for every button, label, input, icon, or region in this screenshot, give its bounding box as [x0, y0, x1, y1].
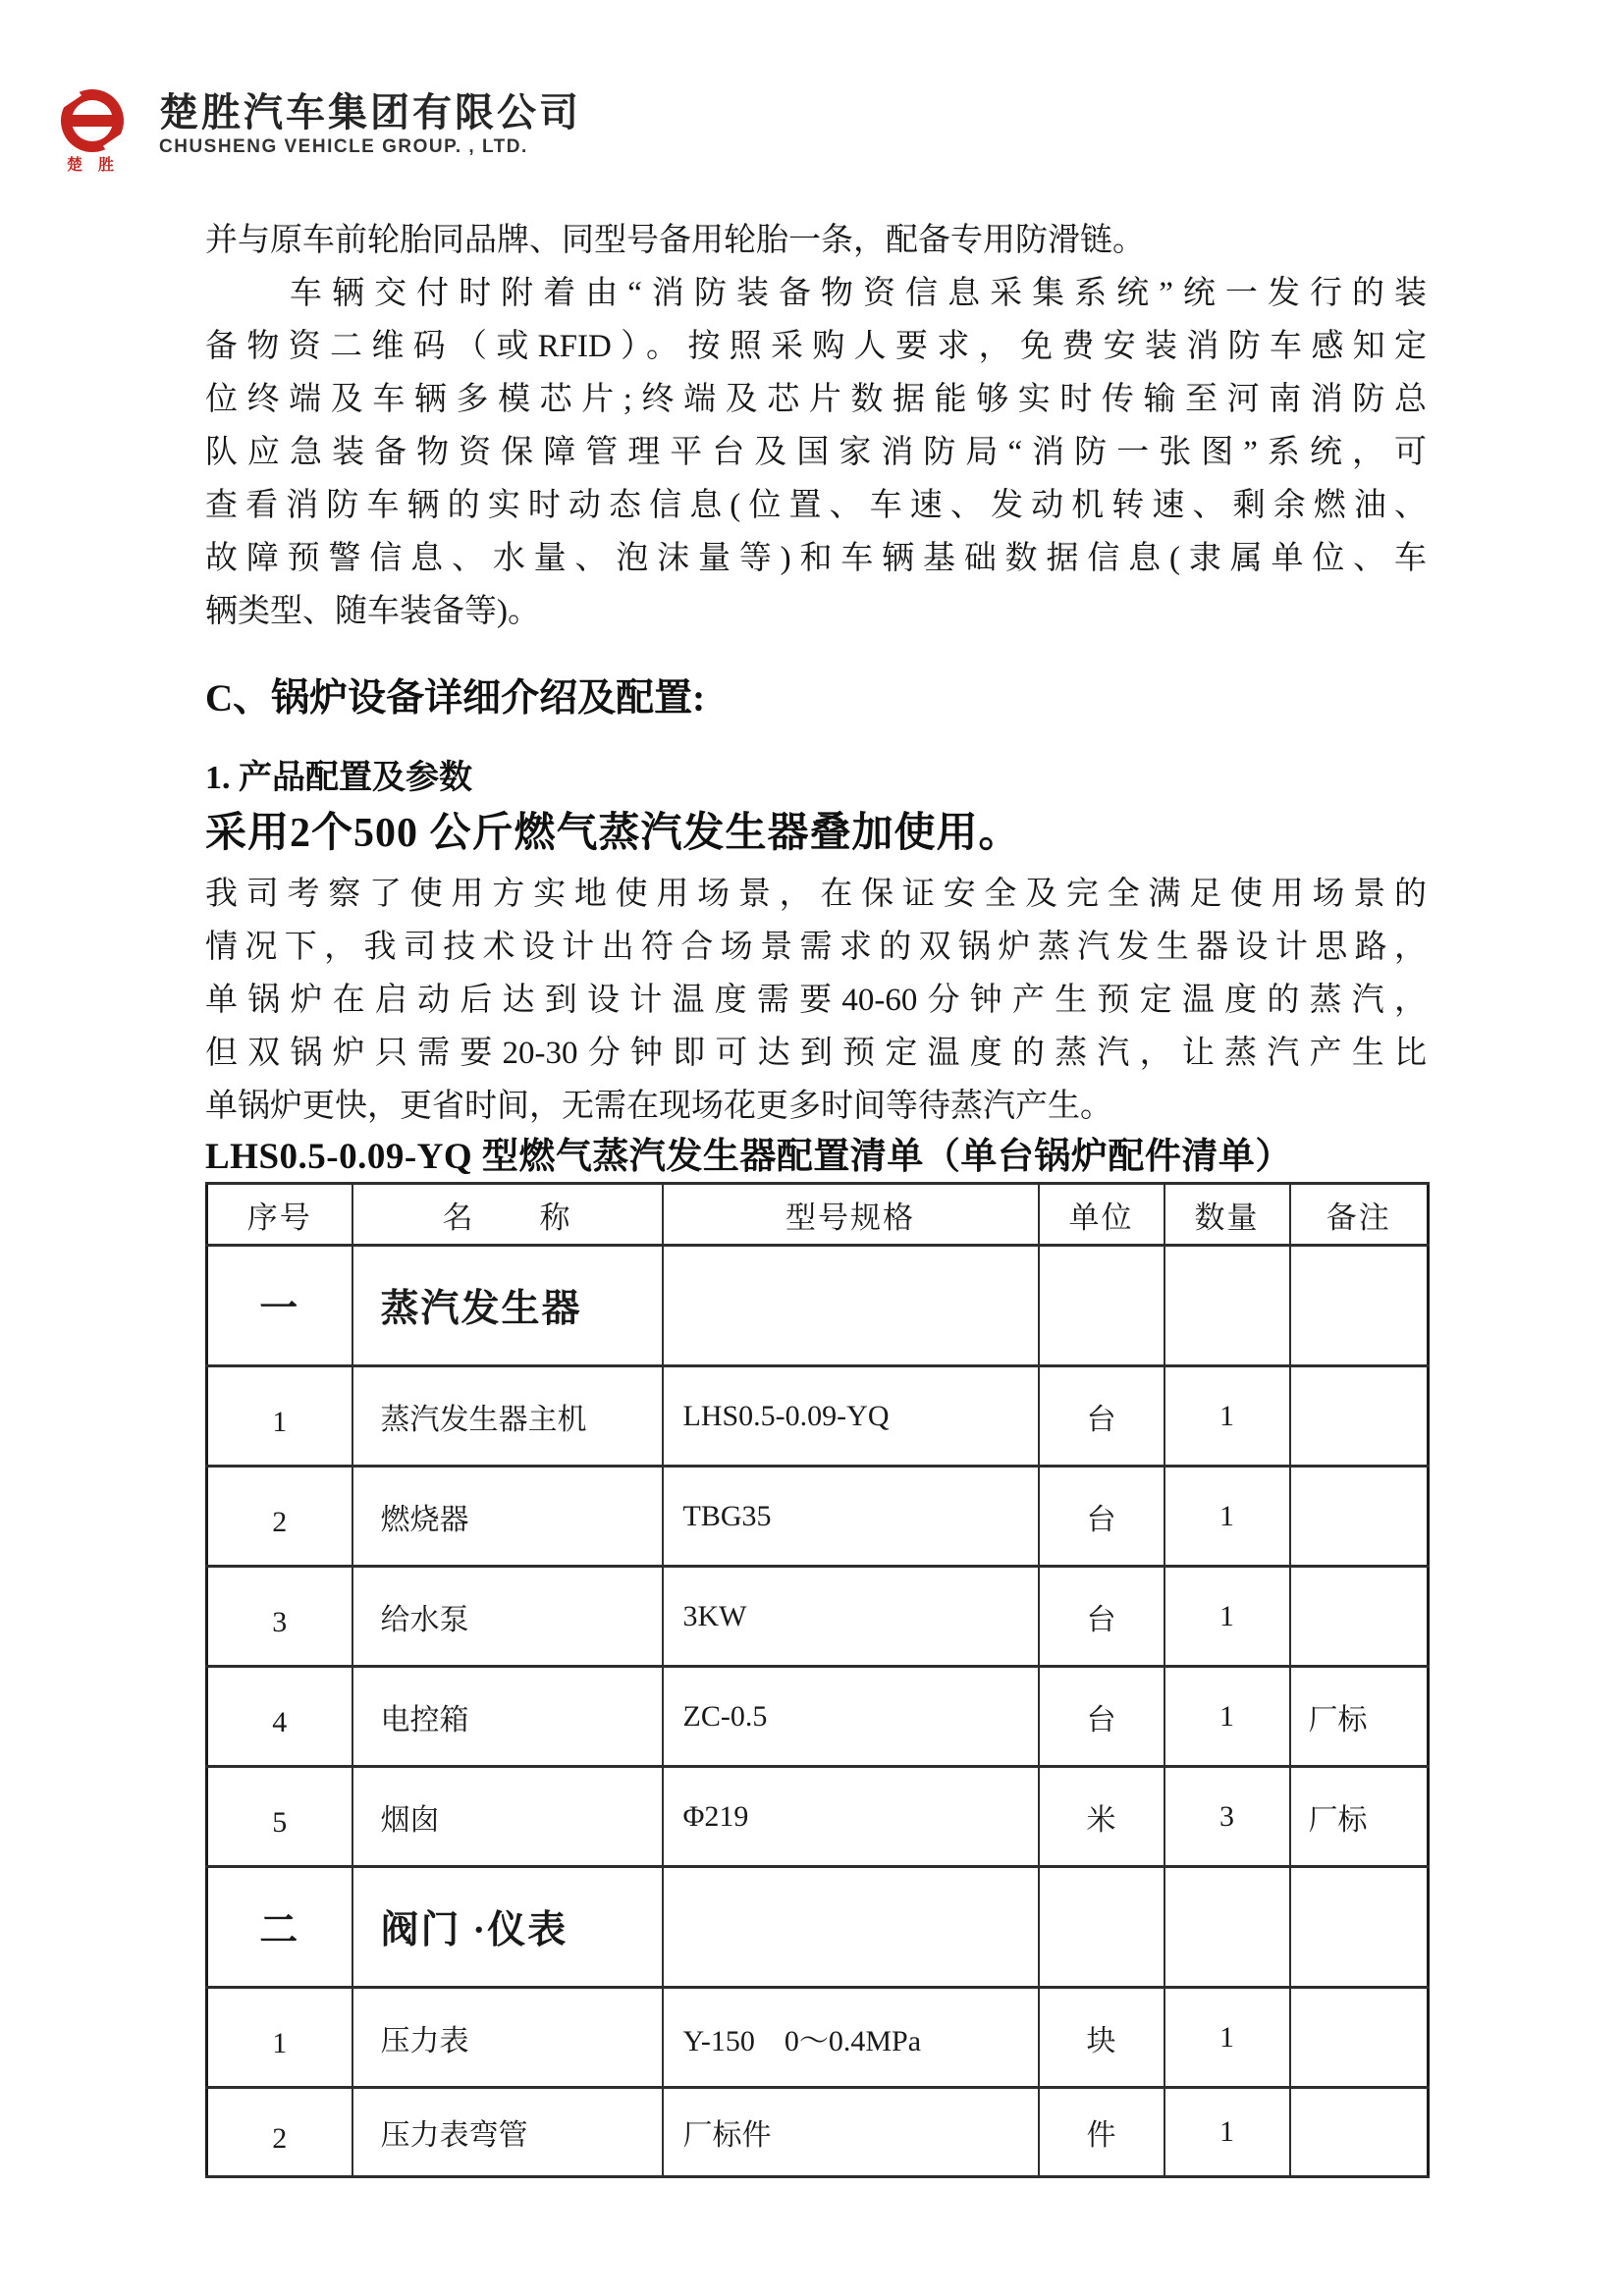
text-line: 并与原车前轮胎同品牌、同型号备用轮胎一条，配备专用防滑链。 — [205, 223, 1145, 258]
column-header: 序号 — [207, 1184, 352, 1246]
text-line: 车辆交付时附着由“消防装备物资信息采集系统”统一发行的装 — [205, 276, 1427, 311]
table-row — [207, 1767, 1429, 1867]
cell-qty — [1164, 1246, 1290, 1366]
cell-name: 压力表弯管 — [352, 2088, 663, 2177]
body-paragraph-3 — [205, 868, 1427, 1133]
cell-qty: 1 — [1164, 1988, 1290, 2088]
cell-name: 燃烧器 — [352, 1467, 663, 1567]
company-name-en: CHUSHENG VEHICLE GROUP. , LTD. — [159, 136, 528, 157]
cell-unit: 块 — [1039, 1988, 1164, 2088]
cell-no: 二 — [207, 1867, 352, 1988]
cell-unit: 台 — [1039, 1667, 1164, 1767]
text-line: 故障预警信息、水量、泡沫量等)和车辆基础数据信息(隶属单位、车 — [205, 541, 1427, 576]
cell-model — [663, 1246, 1039, 1366]
cell-model: ZC-0.5 — [663, 1667, 1039, 1767]
company-name-cn: 楚胜汽车集团有限公司 — [159, 91, 581, 134]
cell-model — [663, 1867, 1039, 1988]
column-header: 型号规格 — [663, 1184, 1039, 1246]
cell-model: Y-150 0～0.4MPa — [663, 1988, 1039, 2088]
cell-qty: 1 — [1164, 1567, 1290, 1667]
table-row — [207, 2088, 1429, 2177]
cell-no: 一 — [207, 1246, 352, 1366]
cell-qty: 3 — [1164, 1767, 1290, 1867]
logo-seal-text: 楚胜 — [66, 157, 130, 174]
text-line: 单锅炉更快，更省时间，无需在现场花更多时间等待蒸汽产生。 — [205, 1089, 1112, 1124]
company-name-block — [159, 88, 581, 159]
cell-model: Φ219 — [663, 1767, 1039, 1867]
table-header-row — [207, 1184, 1429, 1246]
cell-note — [1290, 1366, 1429, 1467]
cell-note — [1290, 1246, 1429, 1366]
column-header: 名 称 — [352, 1184, 663, 1246]
cell-name: 烟囱 — [352, 1767, 663, 1867]
cell-qty: 1 — [1164, 2088, 1290, 2177]
cell-no: 5 — [207, 1767, 352, 1867]
cell-note: 厂标 — [1290, 1767, 1429, 1867]
cell-no: 1 — [207, 1988, 352, 2088]
cell-unit: 米 — [1039, 1767, 1164, 1867]
company-logo — [41, 0, 1624, 174]
table-title: LHS0.5-0.09-YQ 型燃气蒸汽发生器配置清单（单台锅炉配件清单） — [205, 1137, 1292, 1177]
company-logo-mark — [41, 88, 143, 174]
text-line: 位终端及车辆多模芯片;终端及芯片数据能够实时传输至河南消防总 — [205, 382, 1427, 417]
cell-note — [1290, 1567, 1429, 1667]
table-row — [207, 1246, 1429, 1366]
cell-model: TBG35 — [663, 1467, 1039, 1567]
cell-qty: 1 — [1164, 1467, 1290, 1567]
cell-note — [1290, 2088, 1429, 2177]
text-line: 我司考察了使用方实地使用场景，在保证安全及完全满足使用场景的 — [205, 877, 1427, 912]
cell-no: 1 — [207, 1366, 352, 1467]
document-body — [205, 214, 1427, 2178]
cell-qty: 1 — [1164, 1366, 1290, 1467]
cell-name: 电控箱 — [352, 1667, 663, 1767]
cell-qty — [1164, 1867, 1290, 1988]
cell-unit: 台 — [1039, 1467, 1164, 1567]
config-table — [205, 1182, 1430, 2178]
key-spec-heading: 采用2个500 公斤燃气蒸汽发生器叠加使用。 — [205, 811, 1021, 856]
cell-name: 阀门 ·仪表 — [352, 1867, 663, 1988]
table-row — [207, 1567, 1429, 1667]
table-body — [207, 1246, 1429, 2177]
table-row — [207, 1467, 1429, 1567]
cell-name: 蒸汽发生器 — [352, 1246, 663, 1366]
text-line: 情况下，我司技术设计出符合场景需求的双锅炉蒸汽发生器设计思路， — [205, 930, 1427, 965]
cell-qty: 1 — [1164, 1667, 1290, 1767]
cell-note — [1290, 1867, 1429, 1988]
column-header: 数量 — [1164, 1184, 1290, 1246]
column-header: 备注 — [1290, 1184, 1429, 1246]
cell-note — [1290, 1467, 1429, 1567]
table-row — [207, 1667, 1429, 1767]
subsection-heading: 1. 产品配置及参数 — [205, 760, 472, 796]
cell-unit — [1039, 1246, 1164, 1366]
text-line: 查看消防车辆的实时动态信息(位置、车速、发动机转速、剩余燃油、 — [205, 488, 1427, 523]
cell-note — [1290, 1988, 1429, 2088]
text-line: 单锅炉在启动后达到设计温度需要40-60分钟产生预定温度的蒸汽， — [205, 983, 1427, 1018]
column-header: 单位 — [1039, 1184, 1164, 1246]
cell-model: LHS0.5-0.09-YQ — [663, 1366, 1039, 1467]
cell-name: 给水泵 — [352, 1567, 663, 1667]
company-logo-icon — [45, 88, 139, 153]
cell-no: 4 — [207, 1667, 352, 1767]
cell-unit: 台 — [1039, 1366, 1164, 1467]
text-line: 备物资二维码（或RFID）。按照采购人要求，免费安装消防车感知定 — [205, 329, 1427, 364]
cell-model: 厂标件 — [663, 2088, 1039, 2177]
cell-no: 2 — [207, 2088, 352, 2177]
section-heading: C、锅炉设备详细介绍及配置: — [205, 677, 706, 720]
cell-name: 压力表 — [352, 1988, 663, 2088]
body-paragraph-1 — [205, 214, 1427, 267]
cell-unit: 台 — [1039, 1567, 1164, 1667]
table-row — [207, 1988, 1429, 2088]
table-row — [207, 1867, 1429, 1988]
cell-no: 2 — [207, 1467, 352, 1567]
cell-unit — [1039, 1867, 1164, 1988]
cell-note: 厂标 — [1290, 1667, 1429, 1767]
table-row — [207, 1366, 1429, 1467]
text-line: 队应急装备物资保障管理平台及国家消防局“消防一张图”系统，可 — [205, 435, 1427, 470]
cell-unit: 件 — [1039, 2088, 1164, 2177]
cell-model: 3KW — [663, 1567, 1039, 1667]
text-line: 辆类型、随车装备等)。 — [205, 594, 540, 629]
text-line: 但双锅炉只需要20-30分钟即可达到预定温度的蒸汽，让蒸汽产生比 — [205, 1036, 1427, 1071]
body-paragraph-2 — [205, 267, 1427, 638]
cell-name: 蒸汽发生器主机 — [352, 1366, 663, 1467]
cell-no: 3 — [207, 1567, 352, 1667]
